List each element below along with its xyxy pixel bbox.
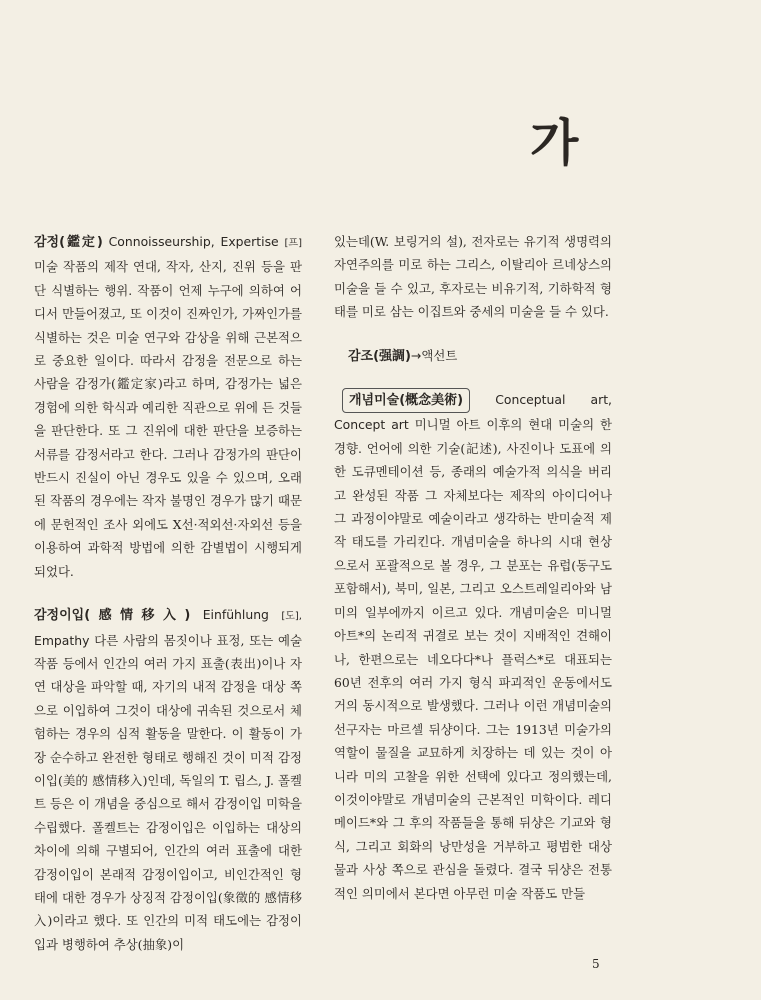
entry-continuation: 있는데(W. 보링거의 설), 전자로는 유기적 생명력의 자연주의를 미로 하는 그리스, 이탈리아 르네상스의 미술을 들 수 있고, 후자로는 비유기적, 기하학적 형태를 미로 삼는 이집트와 중세의 미술을 들 수 있다. [334, 234, 612, 320]
entry-gamjeongiip [34, 603, 302, 956]
entry-original: Conceptual art, Concept art [334, 392, 612, 433]
entry-gamjeong [34, 230, 302, 583]
entry-gaenyeommisul [334, 388, 612, 905]
entry-original: Einfühlung [202, 607, 269, 623]
entry-lang: [프] [284, 238, 302, 249]
entry-term-boxed: 개념미술(概念美術) [342, 388, 470, 413]
entry-original-2: Empathy [34, 632, 90, 648]
right-column [334, 230, 612, 905]
crossref-arrow: → [411, 347, 422, 363]
crossref-target: 액선트 [421, 347, 458, 363]
entry-term: 감정(鑑定) [34, 235, 103, 250]
crossref-term: 감조(强調) [348, 348, 411, 364]
left-column [34, 230, 302, 956]
entry-body: 미술 작품의 제작 연대, 작자, 산지, 진위 등을 판단 식별하는 행위. 작품이 언제 누구에 의하여 어디서 만들어졌고, 또 이것이 진짜인가, 가짜인가를 식별하는 것은 미술 연구와 감상을 위해 근본적으로 중요한 일이다. 따라서 감정을 전문으로 하는 사람을 감정가(鑑定家)라고 하며, 감정가는 넓은 경험에 의한 학식과 예리한 직관으로 위에 든 것들을 판단한다. 또 그 진위에 대한 판단을 보증하는 서류를 감정서라고 한다. 그러나 감정가의 판단이 반드시 진실이 아닌 경우도 있을 수 있으며, 오래된 작품의 경우에는 작자 불명인 경우가 많기 때문에 문헌적인 조사 외에도 X선·적외선·자외선 등을 이용하여 과학적 방법에 의한 감별법이 시행되게 되었다. [34, 259, 302, 579]
entry-original: Connoisseurship, Expertise [108, 234, 279, 249]
entry-body: 다른 사람의 몸짓이나 표정, 또는 예술 작품 등에서 인간의 여러 가지 표출(表出)이나 자연 대상을 파악할 때, 자기의 내적 감정을 대상 쪽으로 이입하여 그것이 대상에 귀속된 것으로서 체험하는 경우의 심적 활동을 말한다. 이 활동이 가장 순수하고 완전한 형태로 행해진 것이 미적 감정이입(美的 感情移入)인데, 독일의 T. 립스, J. 폴켈트 등은 이 개념을 중심으로 해서 감정이입 미학을 수립했다. 폴켈트는 감정이입은 이입하는 대상의 차이에 의해 구별되어, 인간의 여러 표출에 대한 감정이입이 본래적 감정이입이고, 비인간적인 형태에 대한 경우가 상징적 감정이입(象徵的 感情移入)이라고 했다. 또 인간의 미적 태도에는 감정이입과 병행하여 추상(抽象)이 [34, 632, 302, 952]
entry-term: 감정이입(感情移入) [34, 608, 191, 624]
page-number: 5 [592, 957, 600, 971]
section-heading: 가 [530, 114, 579, 172]
crossref-gamjo [348, 344, 612, 368]
entry-lang: [도], [281, 611, 302, 623]
entry-body: 미니멀 아트 이후의 현대 미술의 한 경향. 언어에 의한 기술(記述), 사진이나 도표에 의한 도큐멘테이션 등, 종래의 예술가적 의식을 버리고 완성된 작품 그 자체보다는 제작의 아이디어나 그 과정이야말로 예술이라고 생각하는 반미술적 제작 태도를 가리킨다. 개념미술을 하나의 시대 현상으로서 포괄적으로 볼 경우, 그 분포는 유럽(동구도 포함해서), 북미, 일본, 그리고 오스트레일리아와 남미의 일부에까지 이르고 있다. 개념미술은 미니멀 아트*의 논리적 귀결로 보는 것이 지배적인 견해이나, 한편으로는 네오다다*나 플럭스*로 대표되는 60년 전후의 여러 가지 형식 파괴적인 운동에서도 거의 동시적으로 발생했다. 그러나 이런 개념미술의 선구자는 마르셀 뒤샹이다. 그는 1913년 미술가의 역할이 물질을 교묘하게 치장하는 데 있는 것이 아니라 미의 고찰을 위한 선택에 있다고 정의했는데, 이것이야말로 개념미술의 근본적인 미학이다. 레디메이드*와 그 후의 작품들을 통해 뒤샹은 기교와 형식, 그리고 회화의 낭만성을 거부하고 평범한 대상물과 사상 쪽으로 관심을 돌렸다. 결국 뒤샹은 전통적인 의미에서 본다면 아무런 미술 작품도 만들 [334, 417, 613, 901]
